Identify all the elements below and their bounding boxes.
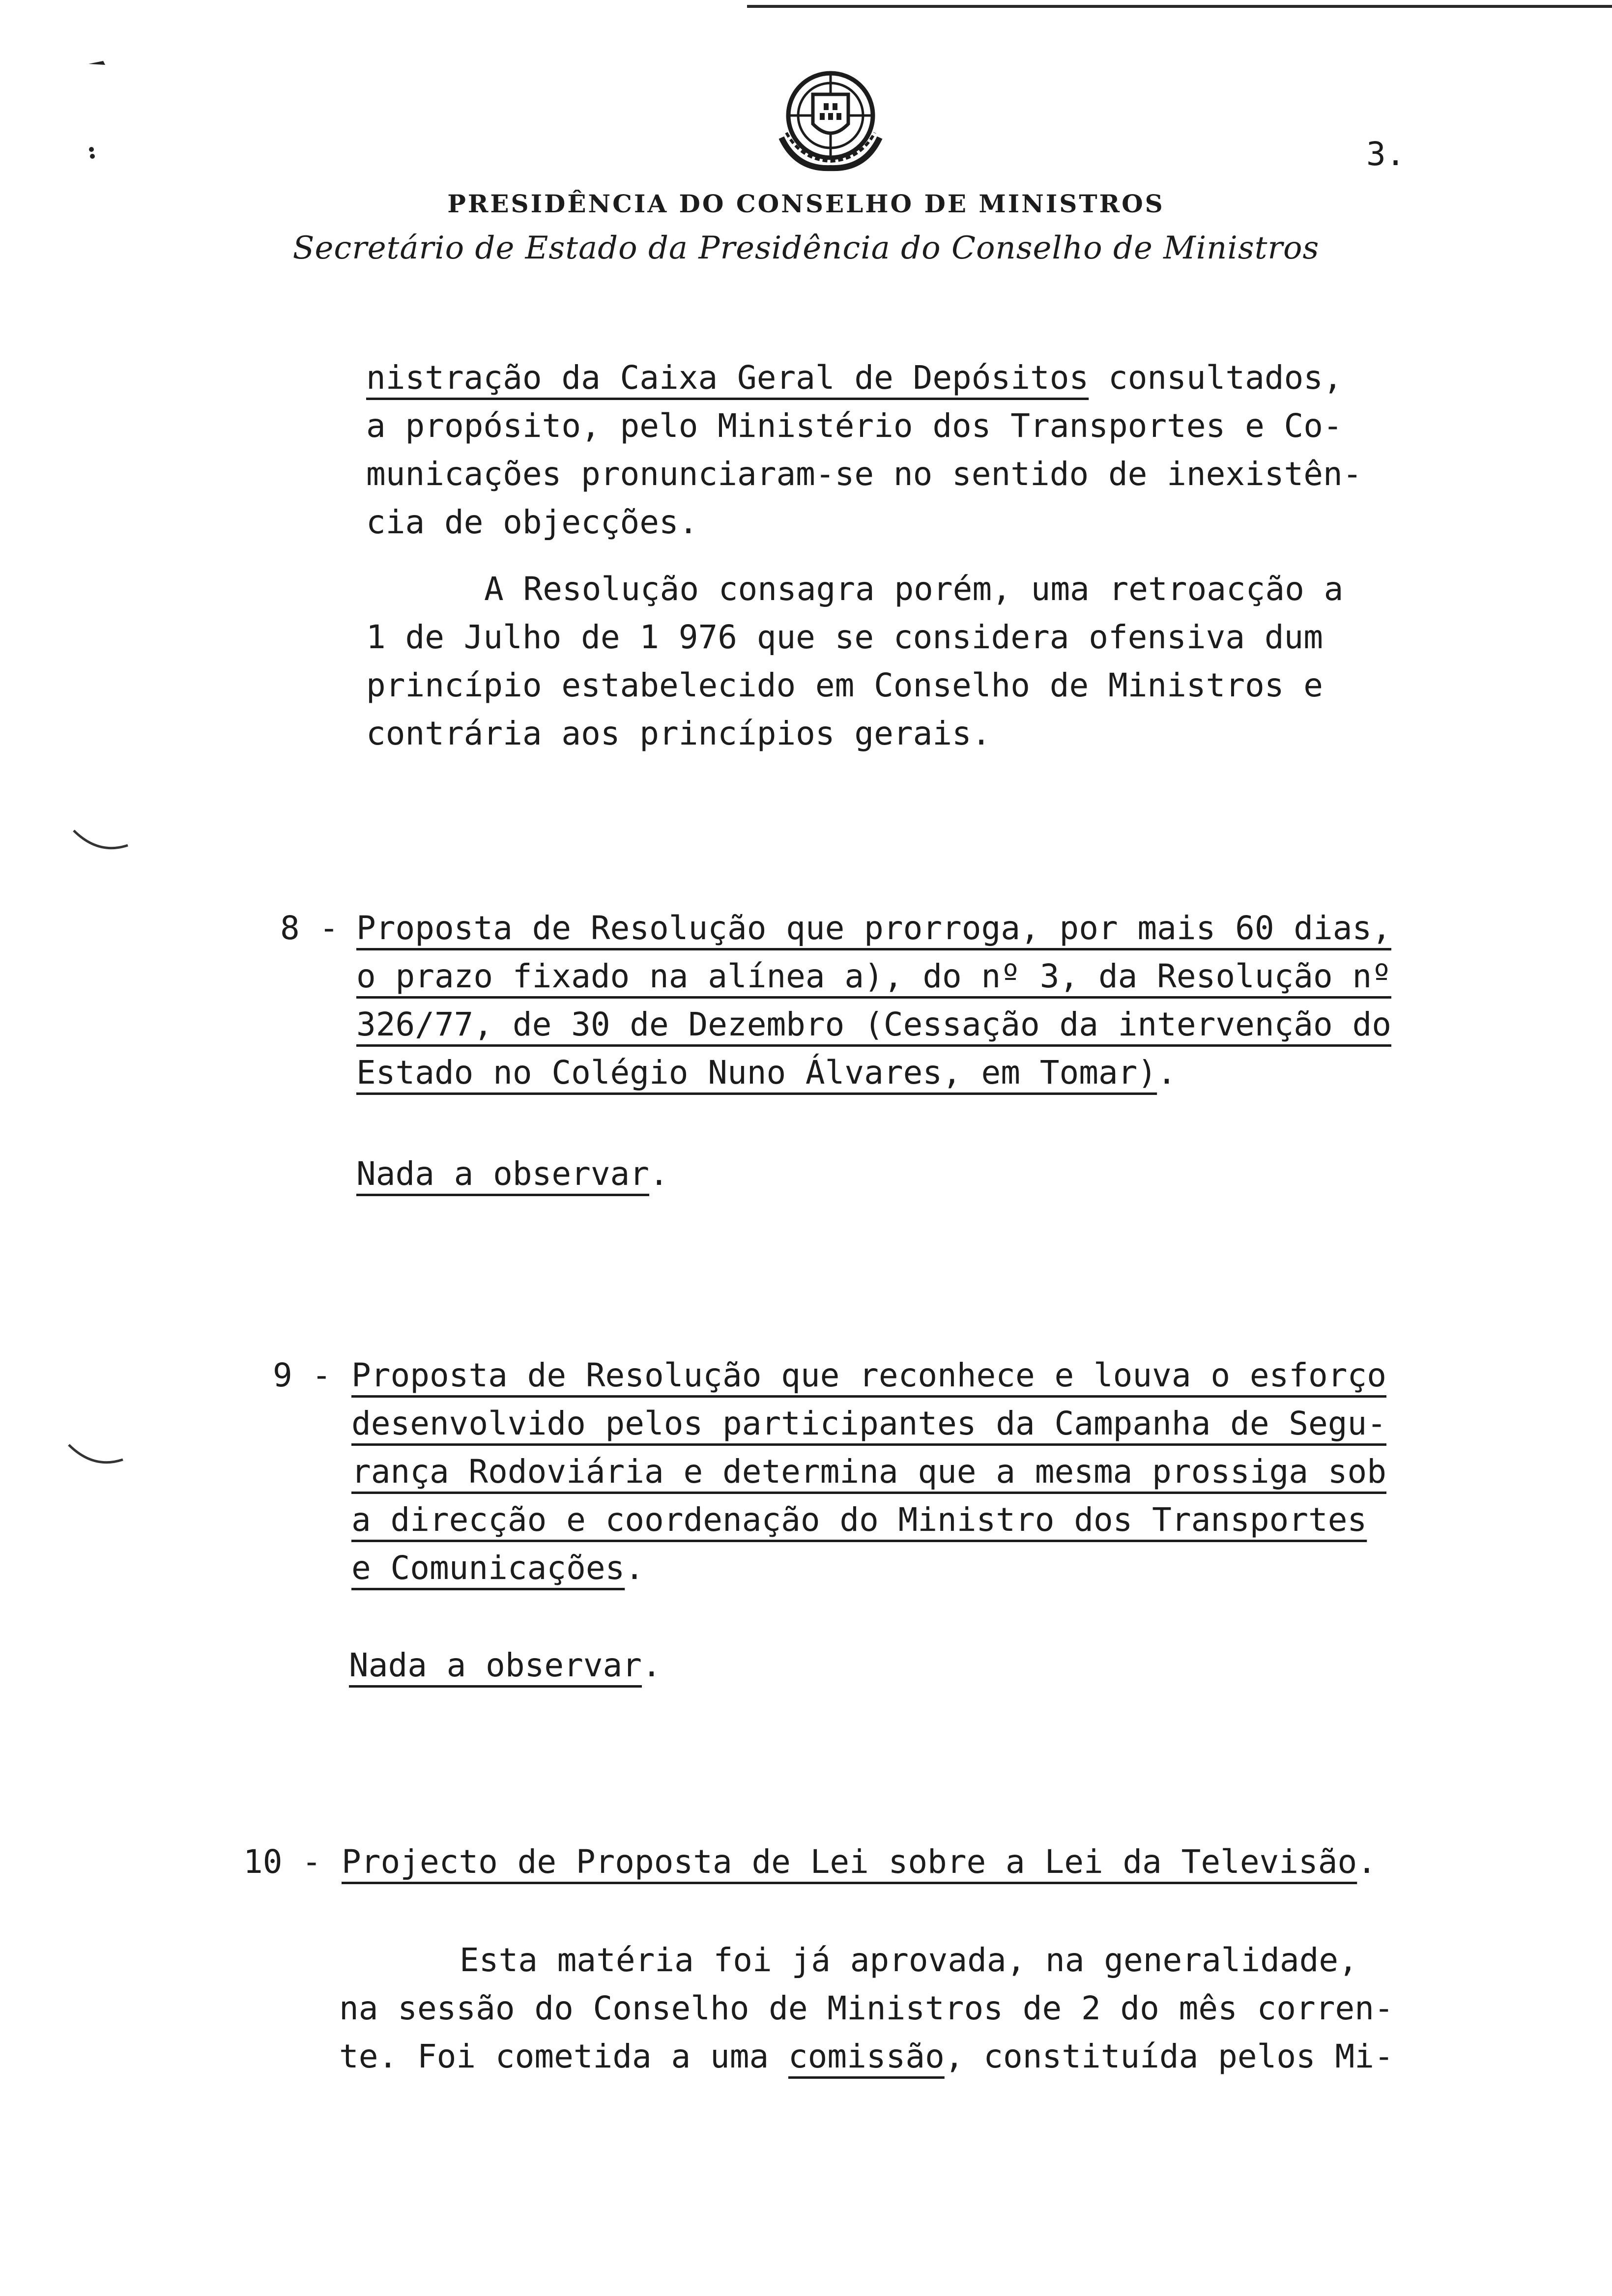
text-segment: . [625,1549,645,1587]
item-8-note [356,1150,669,1198]
underlined-text: Estado no Colégio Nuno Álvares, em Tomar) [356,1054,1157,1091]
text-segment: . [1157,1054,1177,1091]
letterhead-subtitle: Secretário de Estado da Presidência do Conselho de Ministros [292,230,1320,266]
para2-line-3: princípio estabelecido em Conselho de Ministros e [366,666,1324,704]
text-segment: , constituída pelos Mi- [944,2038,1394,2075]
underlined-text: Nada a observar [356,1155,650,1193]
underlined-text: Proposta de Resolução que reconhece e louva o esforço [351,1356,1386,1394]
item-9-line-5 [351,1544,644,1592]
text-segment: . [1357,1843,1377,1881]
underlined-text: Proposta de Resolução que prorroga, por mais 60 dias, [356,909,1391,947]
portuguese-coat-of-arms-icon [767,64,894,182]
underlined-text: desenvolvido pelos participantes da Campanha de Segu- [351,1405,1386,1442]
intro-line-3: municações pronunciaram-se no sentido de inexistên- [366,455,1362,493]
item-10-para-line-2: na sessão do Conselho de Ministros de 2 do mês corren- [339,1989,1394,2027]
letterhead-title: PRESIDÊNCIA DO CONSELHO DE MINISTROS [447,189,1165,218]
item-9-line-2 [351,1400,1386,1448]
underlined-text: e Comunicações [351,1549,625,1587]
text-segment: . [649,1155,669,1193]
top-scan-rule [747,5,1612,8]
item-8-line-3 [356,1001,1391,1049]
punch-hole-arc-1 [69,826,138,865]
margin-mark-1 [84,54,113,74]
item-8-line-4 [356,1049,1177,1097]
item-8-number: 8 - [280,909,339,947]
underlined-text: 326/77, de 30 de Dezembro (Cessação da intervenção do [356,1005,1391,1043]
para2-line-1: A Resolução consagra porém, uma retroacção a [484,570,1344,608]
underlined-text: Nada a observar [349,1646,642,1684]
text-segment: consultados, [1089,359,1343,397]
page-number: 3. [1366,135,1406,173]
item-8-line-1 [356,904,1391,952]
item-9-number: 9 - [273,1356,332,1394]
item-10-para-line-3 [339,2033,1394,2081]
underlined-text: o prazo fixado na alínea a), do nº 3, da Resolução nº [356,957,1391,995]
text-segment: . [642,1646,662,1684]
para2-line-2: 1 de Julho de 1 976 que se considera ofensiva dum [366,618,1324,656]
item-9-note [349,1641,662,1690]
intro-line-1 [366,354,1343,402]
underlined-text: rança Rodoviária e determina que a mesma prossiga sob [351,1453,1386,1491]
item-9-line-4 [351,1496,1367,1544]
item-9-line-3 [351,1448,1386,1496]
item-8-line-2 [356,952,1391,1001]
intro-line-2: a propósito, pelo Ministério dos Transportes e Co- [366,407,1343,445]
underlined-text: a direcção e coordenação do Ministro dos Transportes [351,1501,1367,1539]
punch-hole-arc-2 [64,1440,133,1479]
text-segment: te. Foi cometida a uma [339,2038,788,2075]
underlined-text: nistração da Caixa Geral de Depósitos [366,359,1089,397]
para2-line-4: contrária aos princípios gerais. [366,715,991,752]
margin-mark-2 [84,143,103,162]
item-10-line-1 [342,1838,1377,1886]
item-10-para-line-1: Esta matéria foi já aprovada, na generalidade, [460,1941,1358,1979]
item-9-line-1 [351,1351,1386,1400]
item-10-number: 10 - [243,1843,321,1881]
underlined-text: comissão [788,2038,945,2075]
underlined-text: Projecto de Proposta de Lei sobre a Lei da Televisão [342,1843,1357,1881]
intro-line-4: cia de objecções. [366,503,698,541]
